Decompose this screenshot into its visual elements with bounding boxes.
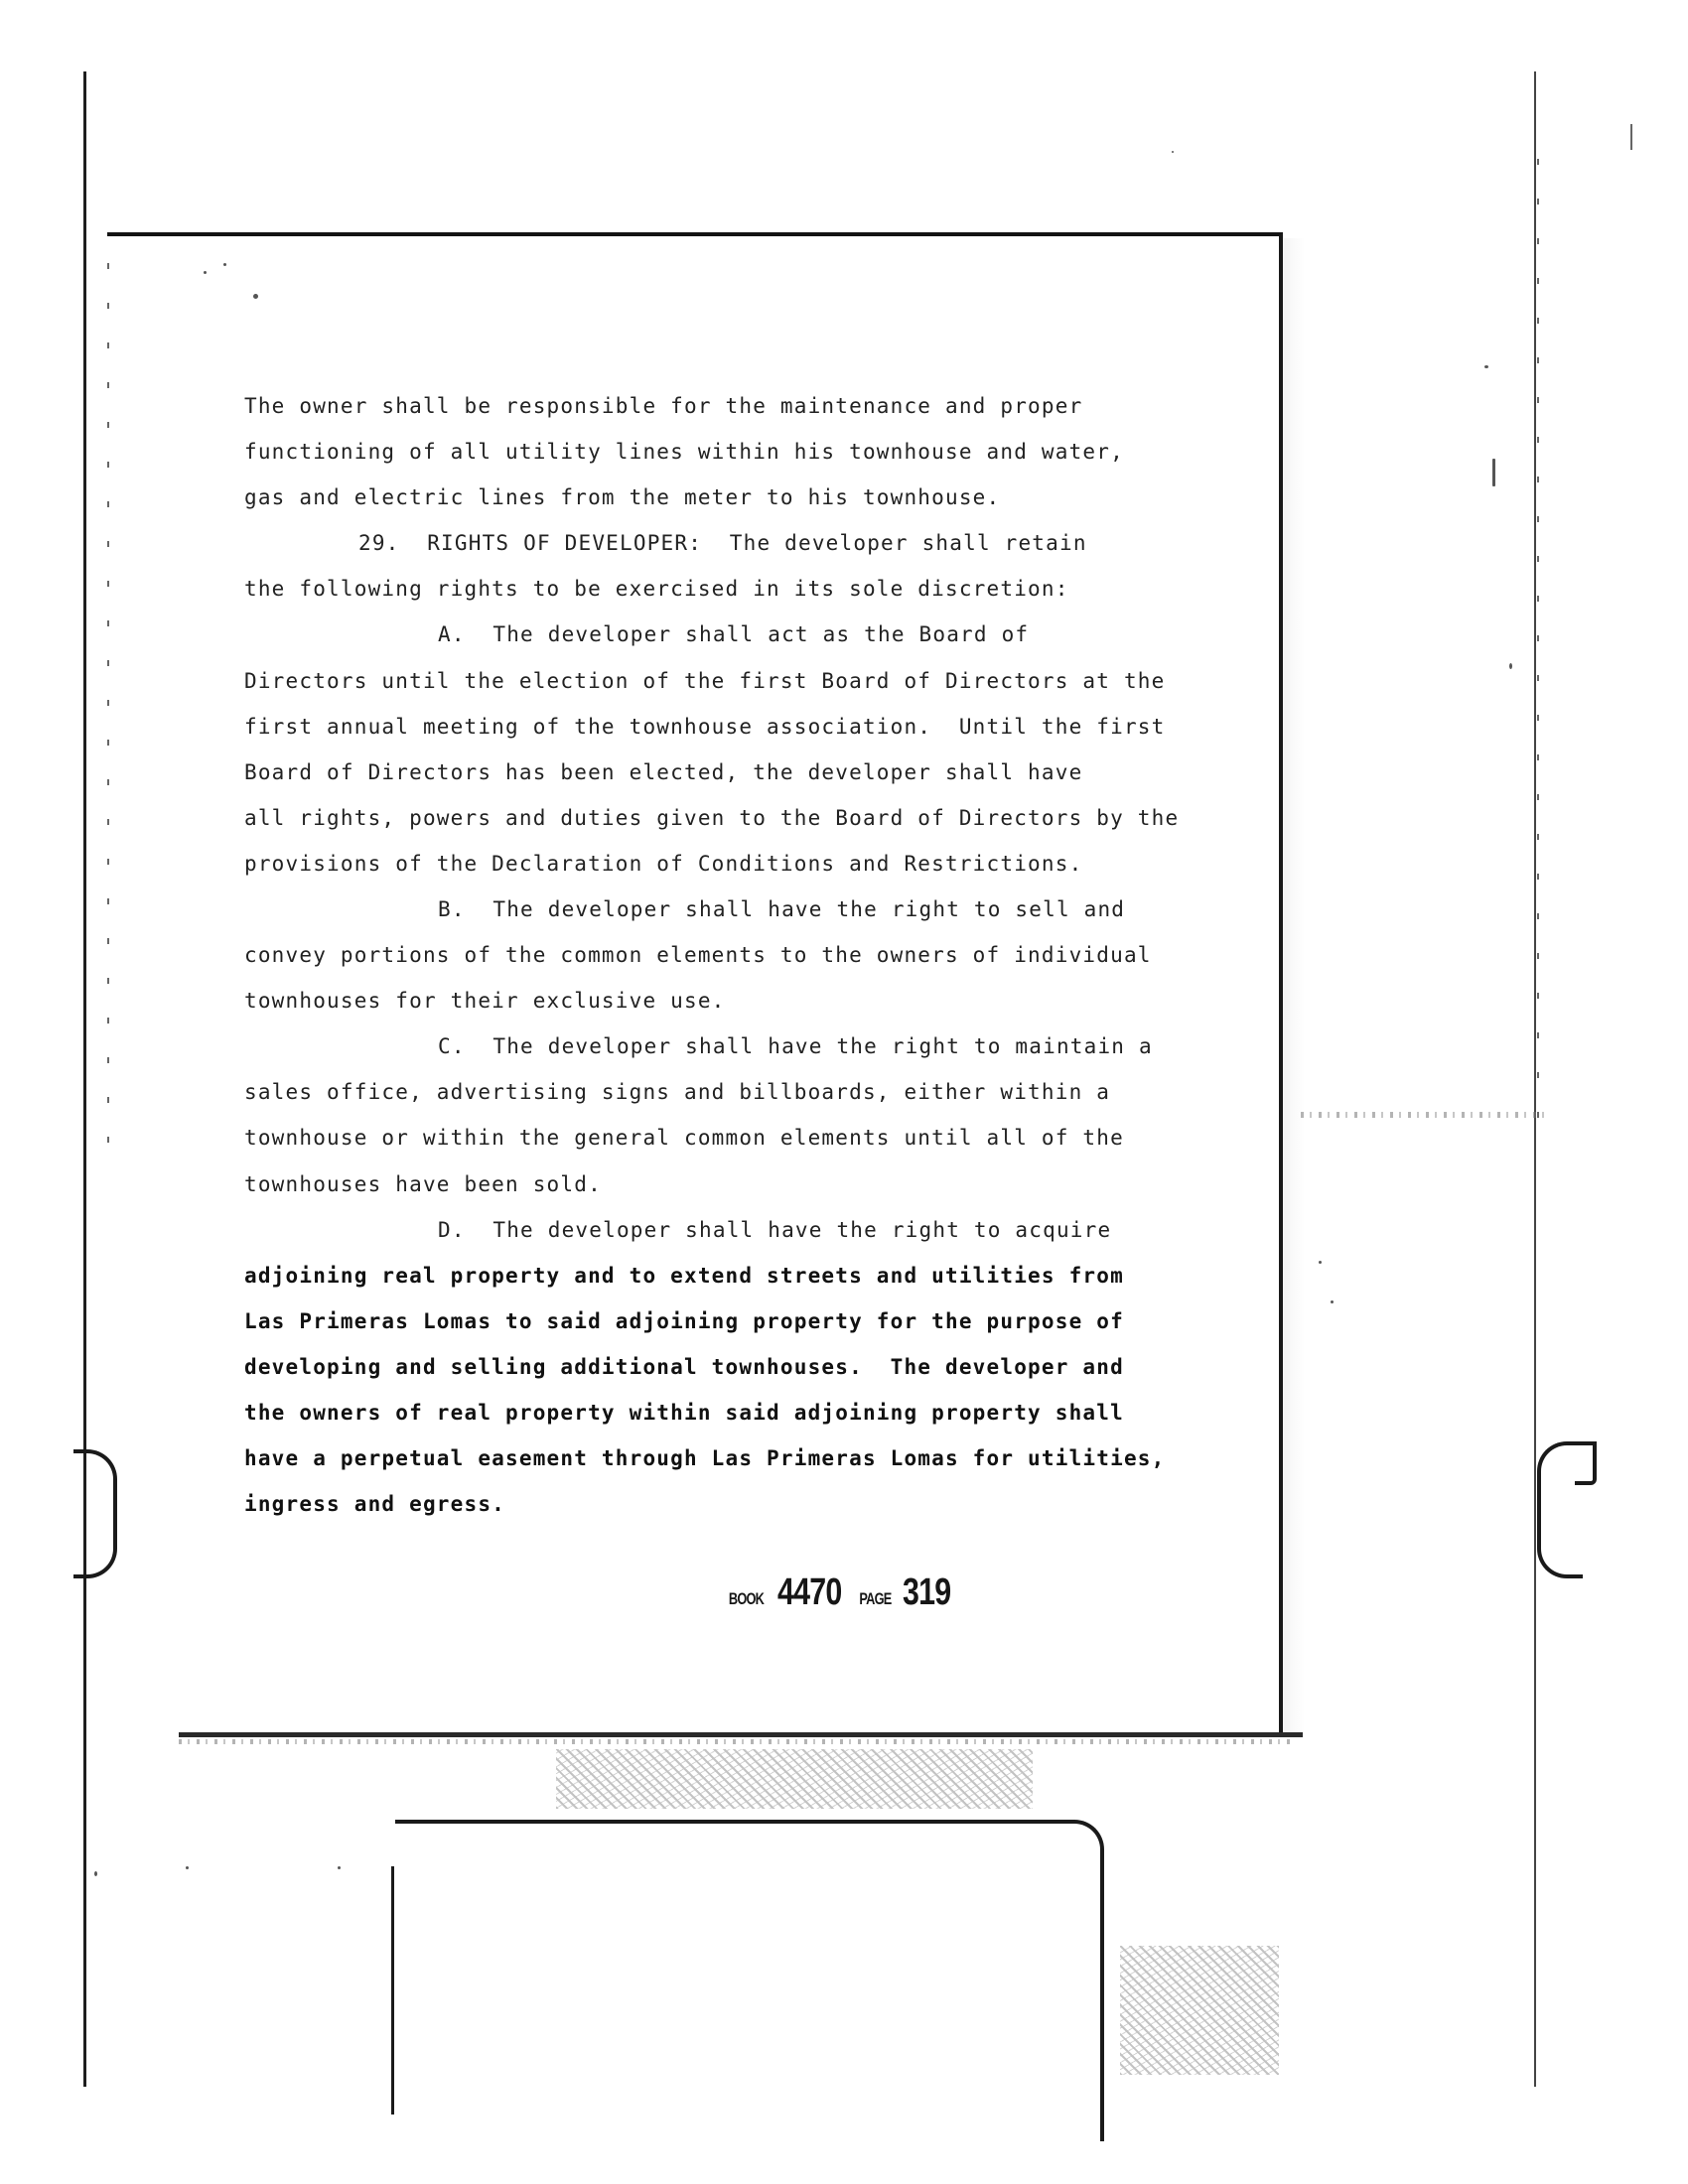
page-number: 319 bbox=[902, 1571, 951, 1613]
body-line: The owner shall be responsible for the maintenance and proper bbox=[244, 394, 1083, 418]
body-line: sales office, advertising signs and billboards, either within a bbox=[244, 1080, 1111, 1104]
body-line: townhouse or within the general common elements until all of the bbox=[244, 1126, 1124, 1150]
body-line: Board of Directors has been elected, the developer shall have bbox=[244, 760, 1083, 784]
right-binding-tab bbox=[1575, 1441, 1597, 1485]
body-line: functioning of all utility lines within his townhouse and water, bbox=[244, 440, 1124, 464]
clause-a-first-line: A. The developer shall act as the Board of bbox=[438, 622, 1030, 646]
clause-d-first-line: D. The developer shall have the right to acquire bbox=[438, 1218, 1112, 1242]
scan-speck bbox=[186, 1866, 189, 1869]
body-line: developing and selling additional townhouses. The developer and bbox=[244, 1355, 1124, 1379]
body-line: first annual meeting of the townhouse association. Until the first bbox=[244, 715, 1166, 739]
scan-speck bbox=[1331, 1300, 1334, 1303]
body-line: townhouses for their exclusive use. bbox=[244, 989, 726, 1013]
right-margin-dashes bbox=[1537, 159, 1539, 1152]
book-page-stamp bbox=[723, 1571, 956, 1614]
clause-c-first-line: C. The developer shall have the right to maintain a bbox=[438, 1034, 1153, 1058]
clause-b-first-line: B. The developer shall have the right to sell and bbox=[438, 897, 1126, 921]
scan-noise bbox=[556, 1749, 1033, 1809]
scan-speck bbox=[1172, 151, 1174, 153]
document-page-bottom-edge bbox=[179, 1732, 1303, 1737]
body-line: have a perpetual easement through Las Primeras Lomas for utilities, bbox=[244, 1446, 1166, 1470]
scan-speck bbox=[223, 263, 226, 266]
book-label: BOOK bbox=[728, 1589, 765, 1608]
body-line: the owners of real property within said adjoining property shall bbox=[244, 1401, 1124, 1425]
body-line: Directors until the election of the first Board of Directors at the bbox=[244, 669, 1166, 693]
body-line: provisions of the Declaration of Conditions and Restrictions. bbox=[244, 852, 1083, 876]
scan-speck bbox=[1484, 365, 1488, 368]
lower-document-frame-left bbox=[391, 1866, 394, 2115]
body-line: Las Primeras Lomas to said adjoining property for the purpose of bbox=[244, 1309, 1124, 1333]
scan-speck bbox=[1492, 459, 1495, 486]
scan-speck bbox=[338, 1866, 341, 1869]
scan-noise bbox=[179, 1739, 1291, 1744]
scan-speck bbox=[94, 1871, 97, 1876]
scan-noise bbox=[1301, 1112, 1549, 1118]
page-label: PAGE bbox=[859, 1589, 892, 1608]
right-page-edge bbox=[1534, 71, 1536, 2087]
body-line: convey portions of the common elements to the owners of individual bbox=[244, 943, 1152, 967]
body-line: townhouses have been sold. bbox=[244, 1172, 602, 1196]
right-margin-mark bbox=[1630, 124, 1632, 150]
left-margin-dashes bbox=[107, 263, 109, 1157]
book-number: 4470 bbox=[777, 1571, 842, 1613]
scan-speck bbox=[253, 294, 258, 299]
body-line: adjoining real property and to extend streets and utilities from bbox=[244, 1264, 1124, 1288]
page-shadow bbox=[1281, 238, 1305, 1735]
section-heading: 29. RIGHTS OF DEVELOPER: The developer shall retain bbox=[358, 531, 1087, 555]
body-line: all rights, powers and duties given to the Board of Directors by the bbox=[244, 806, 1180, 830]
scan-speck bbox=[1509, 663, 1512, 669]
scan-speck bbox=[1319, 1261, 1322, 1264]
scan-speck bbox=[204, 271, 207, 274]
body-line: ingress and egress. bbox=[244, 1492, 506, 1516]
body-line: the following rights to be exercised in its sole discretion: bbox=[244, 577, 1069, 601]
body-line: gas and electric lines from the meter to his townhouse. bbox=[244, 485, 1001, 509]
left-page-edge bbox=[83, 71, 86, 2087]
lower-document-frame bbox=[395, 1820, 1104, 2141]
scan-noise bbox=[1120, 1946, 1279, 2075]
